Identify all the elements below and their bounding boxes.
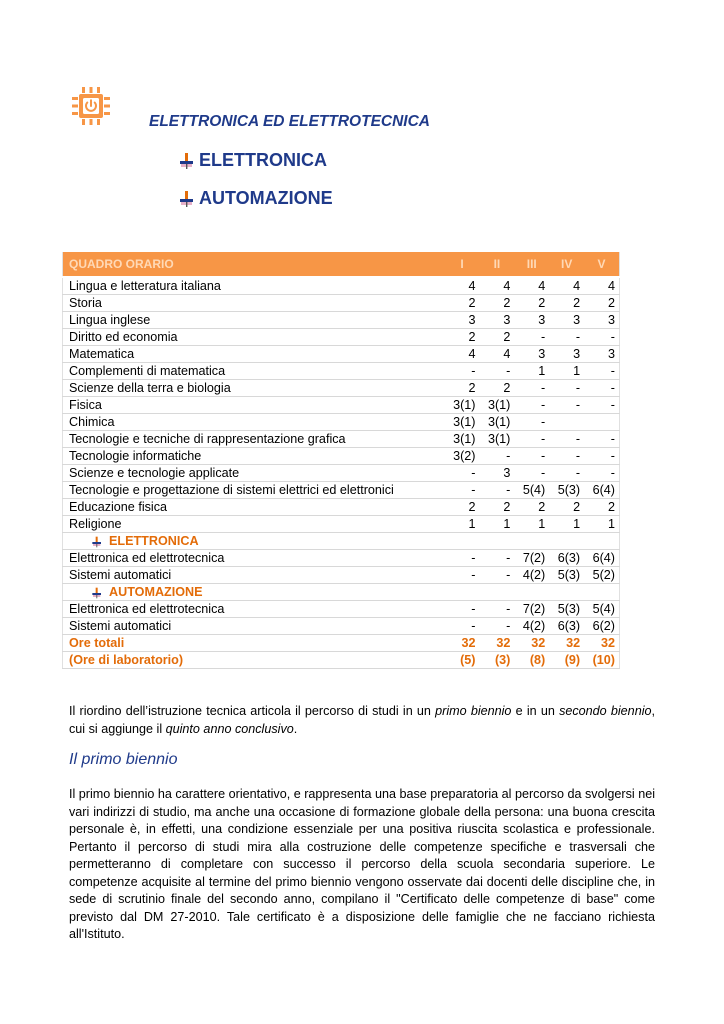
hours-cell: 3 [584, 346, 619, 363]
articulation-automazione [178, 188, 333, 209]
hours-cell: 4 [514, 277, 549, 295]
pushpin-icon [91, 587, 103, 599]
hours-cell: 6(2) [584, 618, 619, 635]
hours-cell: - [445, 601, 480, 618]
hours-cell: - [479, 363, 514, 380]
hours-cell: 2 [549, 499, 584, 516]
hours-cell: - [584, 397, 619, 414]
hours-cell: - [514, 329, 549, 346]
hours-cell: 3 [479, 465, 514, 482]
subject-cell: Religione [63, 516, 445, 533]
table-row [63, 346, 620, 363]
header-year: IV [549, 252, 584, 277]
hours-cell: 2 [514, 295, 549, 312]
table-row [63, 277, 620, 295]
hours-cell: - [445, 618, 480, 635]
hours-cell: 3 [445, 312, 480, 329]
hours-cell: 2 [584, 295, 619, 312]
hours-cell: (3) [479, 652, 514, 669]
intro-paragraph: Il riordino dell’istruzione tecnica articola il percorso di studi in un primo biennio e in un secondo biennio, cui si aggiunge il quinto anno conclusivo. [69, 704, 655, 736]
table-row [63, 516, 620, 533]
section-row [63, 533, 620, 550]
table-row [63, 652, 620, 669]
table-row [63, 550, 620, 567]
subject-cell: Scienze della terra e biologia [63, 380, 445, 397]
subject-cell: Tecnologie e progettazione di sistemi elettrici ed elettronici [63, 482, 445, 499]
hours-cell: 2 [479, 329, 514, 346]
table-row [63, 431, 620, 448]
hours-cell: (8) [514, 652, 549, 669]
hours-cell: 2 [445, 329, 480, 346]
hours-cell: - [584, 465, 619, 482]
table-row [63, 414, 620, 431]
hours-cell: (9) [549, 652, 584, 669]
hours-cell: 2 [445, 380, 480, 397]
hours-cell: - [479, 448, 514, 465]
section-label-cell [63, 533, 620, 550]
hours-cell: (10) [584, 652, 619, 669]
hours-cell: 6(4) [584, 482, 619, 499]
section-label-cell [63, 584, 620, 601]
hours-cell: 2 [479, 295, 514, 312]
hours-cell: 4 [445, 277, 480, 295]
hours-cell: - [549, 380, 584, 397]
hours-cell: 1 [445, 516, 480, 533]
hours-cell: 3(1) [479, 397, 514, 414]
hours-cell: 32 [479, 635, 514, 652]
section-label: AUTOMAZIONE [109, 585, 203, 599]
hours-cell: 3 [549, 346, 584, 363]
hours-cell: 5(4) [514, 482, 549, 499]
hours-cell: 3 [514, 346, 549, 363]
subject-cell: Chimica [63, 414, 445, 431]
articulation-label: ELETTRONICA [199, 150, 327, 170]
subject-cell: Matematica [63, 346, 445, 363]
table-header-row [63, 252, 620, 277]
subject-cell: Fisica [63, 397, 445, 414]
header-year: I [445, 252, 480, 277]
hours-cell: 3(2) [445, 448, 480, 465]
table-row [63, 482, 620, 499]
hours-cell [549, 414, 584, 431]
hours-cell: 4 [549, 277, 584, 295]
hours-cell: - [479, 550, 514, 567]
subject-cell: Tecnologie e tecniche di rappresentazione grafica [63, 431, 445, 448]
hours-cell: 5(2) [584, 567, 619, 584]
hours-cell: 3(1) [479, 414, 514, 431]
hours-cell: - [479, 567, 514, 584]
hours-cell: 3(1) [445, 431, 480, 448]
header-year: V [584, 252, 619, 277]
hours-cell: - [514, 431, 549, 448]
subject-cell: Tecnologie informatiche [63, 448, 445, 465]
hours-cell: 2 [479, 499, 514, 516]
hours-cell: - [584, 431, 619, 448]
hours-cell: 4 [479, 277, 514, 295]
hours-cell: - [584, 380, 619, 397]
hours-cell: 32 [514, 635, 549, 652]
subject-cell: Sistemi automatici [63, 567, 445, 584]
hours-cell: 3 [514, 312, 549, 329]
table-row [63, 312, 620, 329]
table-row [63, 635, 620, 652]
subject-cell: Lingua inglese [63, 312, 445, 329]
hours-cell: - [445, 550, 480, 567]
table-row [63, 295, 620, 312]
subject-cell: Elettronica ed elettrotecnica [63, 601, 445, 618]
hours-cell: 5(3) [549, 601, 584, 618]
hours-cell: - [584, 329, 619, 346]
hours-cell: 4 [584, 277, 619, 295]
document-title: ELETTRONICA ED ELETTROTECNICA [149, 113, 431, 130]
header-year: III [514, 252, 549, 277]
articulation-label: AUTOMAZIONE [199, 188, 333, 208]
body-paragraph: Il primo biennio ha carattere orientativo, e rappresenta una base preparatoria al percorso da svolgersi nei vari indirizzi di studio, ma anche una occasione di formazione globale della persona: una buona crescita personale è, in effetti, una condizione essenziale per una positiva riuscita scolastica e professionale. Pertanto il percorso di studi mira alla costruzione delle competenze specifiche e trasversali che permetteranno di completare con successo il percorso della scuola secondaria superiore. Le competenze acquisite al termine del primo biennio vengono osservate dai docenti delle discipline che, in sede di scrutinio finale del secondo anno, compilano il "Certificato delle competenze di base" come previsto dal DM 27-2010. Tale certificato è a disposizione delle famiglie che ne facciano richiesta all'Istituto. [69, 787, 655, 941]
subject-cell: Storia [63, 295, 445, 312]
subject-cell: Complementi di matematica [63, 363, 445, 380]
table-row [63, 567, 620, 584]
hours-cell: 32 [549, 635, 584, 652]
hours-cell: 1 [549, 516, 584, 533]
hours-cell: 2 [514, 499, 549, 516]
hours-cell: 2 [479, 380, 514, 397]
hours-cell: 1 [514, 363, 549, 380]
table-row [63, 499, 620, 516]
hours-cell: - [584, 448, 619, 465]
header-year: II [479, 252, 514, 277]
hours-cell: - [445, 567, 480, 584]
hours-cell: - [514, 465, 549, 482]
hours-cell: - [514, 397, 549, 414]
hours-cell: 3 [479, 312, 514, 329]
hours-cell: - [549, 431, 584, 448]
hours-cell: 5(3) [549, 482, 584, 499]
timetable [62, 252, 620, 669]
hours-cell: 5(3) [549, 567, 584, 584]
subject-cell: Lingua e letteratura italiana [63, 277, 445, 295]
section-label: ELETTRONICA [109, 534, 199, 548]
hours-cell: 7(2) [514, 550, 549, 567]
subject-cell: Educazione fisica [63, 499, 445, 516]
subject-cell: Sistemi automatici [63, 618, 445, 635]
hours-cell: - [514, 380, 549, 397]
table-row [63, 380, 620, 397]
section-heading: Il primo biennio [69, 751, 178, 768]
hours-cell: 3(1) [445, 414, 480, 431]
hours-cell: 7(2) [514, 601, 549, 618]
hours-cell: - [549, 329, 584, 346]
table-row [63, 448, 620, 465]
pushpin-icon [178, 152, 196, 170]
subject-cell: Scienze e tecnologie applicate [63, 465, 445, 482]
hours-cell: - [514, 448, 549, 465]
articulation-elettronica [178, 150, 327, 171]
hours-cell: 1 [549, 363, 584, 380]
hours-cell: 4 [445, 346, 480, 363]
hours-cell: - [549, 397, 584, 414]
hours-cell: 2 [445, 499, 480, 516]
table-row [63, 363, 620, 380]
subject-cell: Elettronica ed elettrotecnica [63, 550, 445, 567]
subject-cell: Ore totali [63, 635, 445, 652]
hours-cell: 6(3) [549, 618, 584, 635]
hours-cell: 32 [584, 635, 619, 652]
table-row [63, 465, 620, 482]
hours-cell: 3 [549, 312, 584, 329]
hours-cell: - [549, 448, 584, 465]
hours-cell: 4(2) [514, 567, 549, 584]
hours-cell: - [445, 482, 480, 499]
hours-cell: 6(4) [584, 550, 619, 567]
hours-cell [584, 414, 619, 431]
header-subject: QUADRO ORARIO [63, 252, 445, 277]
section-row [63, 584, 620, 601]
pushpin-icon [178, 190, 196, 208]
hours-cell: 1 [584, 516, 619, 533]
hours-cell: 3(1) [445, 397, 480, 414]
hours-cell: 32 [445, 635, 480, 652]
hours-cell: - [479, 618, 514, 635]
hours-cell: (5) [445, 652, 480, 669]
hours-cell: 3 [584, 312, 619, 329]
hours-cell: 5(4) [584, 601, 619, 618]
hours-cell: - [479, 601, 514, 618]
hours-cell: 1 [514, 516, 549, 533]
table-row [63, 329, 620, 346]
hours-cell: - [445, 363, 480, 380]
hours-cell: - [479, 482, 514, 499]
hours-cell: - [445, 465, 480, 482]
hours-cell: - [514, 414, 549, 431]
hours-cell: - [549, 465, 584, 482]
hours-cell: 1 [479, 516, 514, 533]
hours-cell: 2 [549, 295, 584, 312]
hours-cell: 2 [584, 499, 619, 516]
subject-cell: Diritto ed economia [63, 329, 445, 346]
hours-cell: 6(3) [549, 550, 584, 567]
table-row [63, 618, 620, 635]
pushpin-icon [91, 536, 103, 548]
subject-cell: (Ore di laboratorio) [63, 652, 445, 669]
table-row [63, 601, 620, 618]
chip-power-icon [71, 86, 111, 126]
hours-cell: 4(2) [514, 618, 549, 635]
hours-cell: - [584, 363, 619, 380]
table-row [63, 397, 620, 414]
hours-cell: 2 [445, 295, 480, 312]
hours-cell: 3(1) [479, 431, 514, 448]
hours-cell: 4 [479, 346, 514, 363]
